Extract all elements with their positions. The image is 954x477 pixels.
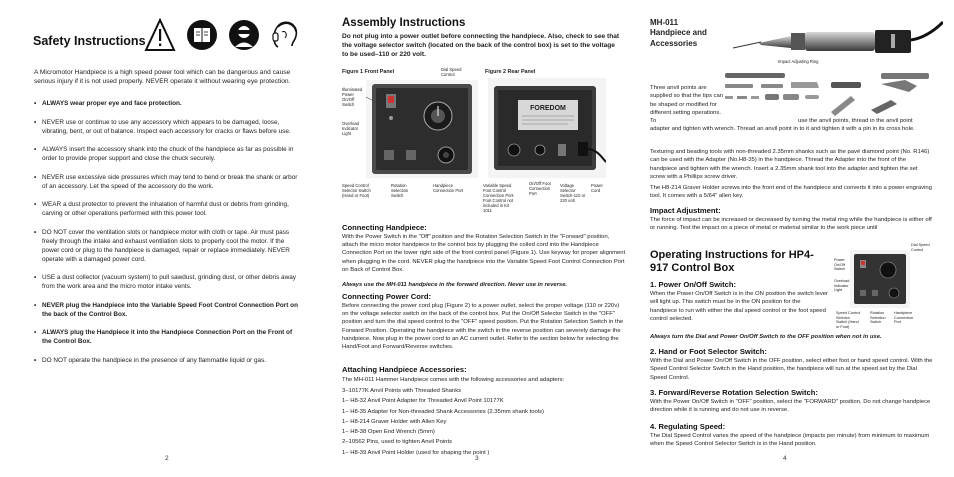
impact-heading: Impact Adjustment: xyxy=(650,206,721,215)
accessories-photo xyxy=(721,70,947,124)
attaching-intro: The MH-011 Hammer Handpiece comes with the following accessories and adapters: xyxy=(342,377,565,383)
sec4-text: The Dial Speed Control varies the speed of the handpiece (impacts per minute) from minimum to maximum when the Speed Control Selector Switch is in the Hand position. xyxy=(650,433,930,448)
accessory-item: 1– H8-35 Adapter for Non-threaded Shank Accessories (2.35mm shank tools) xyxy=(342,408,545,415)
operating-title: Operating Instructions for HP4-917 Control Box xyxy=(650,249,814,274)
mini-callout-dial: Dial Speed Control xyxy=(911,243,930,252)
safety-bullet: • WEAR a dust protector to prevent the inhalation of harmful dust or debris from grinding, carving or other operations performed with this power tool. xyxy=(34,200,302,218)
accessory-item: 1– H8-39 Anvil Point Holder (used for shaping the point ) xyxy=(342,449,490,456)
mini-callout-speed: Speed Control Selector Switch (Hand or Foot) xyxy=(836,311,861,329)
read-manual-icon xyxy=(187,20,217,50)
safety-bullet: • NEVER use or continue to use any accessory which appears to be damaged, loose, vibrating, bent, or out of balance. Inspect each accessory for cracks or flaws before use. xyxy=(34,118,302,136)
forward-direction-note: Always use the MH-011 handpiece in the forward direction. Never use in reverse. xyxy=(342,282,568,288)
figure-1-label: Figure 1 Front Panel xyxy=(342,69,395,75)
texturing-text: Texturing and beading tools with non-threaded 2.35mm shanks such as the pavé diamond point (No. R146) can be used with the Adapter (No.H8-35) in the handpiece. Thread the Adapter into the front of the handpiece and tighten with the wrench. Insert a 2.35mm shank tool into the adapter and tighten the set screw with a Phillips screw driver. xyxy=(650,149,930,180)
page-3 xyxy=(318,0,636,477)
callout-foot-control-port: Variable Speed Foot Control Connection Port-Foot Control not included in Kit 1011 xyxy=(483,183,515,213)
safety-intro: A Micromotor Handpiece is a high speed power tool which can be dangerous and cause serious injury if it is not used properly. NEVER operate it without wearing eye protection. xyxy=(34,69,291,85)
page-title: MH-011 Handpiece and Accessories xyxy=(650,18,707,48)
sec4-heading: 4. Regulating Speed: xyxy=(650,422,726,431)
attaching-heading: Attaching Handpiece Accessories: xyxy=(342,365,467,374)
mini-callout-power: Power On/Off Switch xyxy=(834,258,846,272)
accessory-item: 1– H8-32 Anvil Point Adapter for Threaded Anvil Point 10177K xyxy=(342,398,504,405)
callout-overload-light: Overload Indicator Light xyxy=(342,121,359,136)
callout-speed-selector: Speed Control Selector Switch (Hand or Foot) xyxy=(342,183,371,198)
safety-bullet: • ALWAYS insert the accessory shank into the chuck of the handpiece as far as possible in order to provide proper support and close the chuck securely. xyxy=(34,145,302,163)
mini-callout-rotation: Rotation Selection Switch xyxy=(870,311,886,325)
page-number: 3 xyxy=(475,455,479,462)
mini-callout-port: Handpiece Connection Port xyxy=(894,311,914,325)
sec3-text: With the Power On/Off Switch in "OFF" position, select the "FORWARD" position. Do not change handpiece direction while it is running and do not use in reverse. xyxy=(650,399,931,414)
callout-rotation-switch: Rotation Selection Switch xyxy=(391,183,409,198)
impact-ring-label: Impact Adjusting Ring xyxy=(778,59,819,64)
rear-panel-photo xyxy=(488,78,606,178)
brand-label: FOREDOM xyxy=(530,105,566,112)
sec2-text: With the Dial and Power On/Off Switch in the OFF position, select either foot or hand speed control. With the Speed Control Selector Switch in the Hand position, the handpiece will run at the speed set by the Dial Speed Control. xyxy=(650,358,933,381)
accessory-item: 1– H8-38 Open End Wrench (5mm) xyxy=(342,429,435,436)
callout-dial-speed: Dial Speed Control xyxy=(441,67,462,77)
callout-power-cord: Power Cord xyxy=(591,183,603,193)
assembly-intro: Do not plug into a power outlet before connecting the handpiece. Also, check to see that the voltage selector switch (located on the back of the control box) is set to the voltage to be used–110 or 220 volt. xyxy=(342,33,620,59)
connecting-handpiece-heading: Connecting Handpiece: xyxy=(342,223,427,232)
sec3-heading: 3. Forward/Reverse Rotation Selection Switch: xyxy=(650,388,818,397)
page-title: Assembly Instructions xyxy=(342,17,466,29)
graver-text: The H8-214 Graver Holder screws into the front end of the handpiece and converts it into a power engraving tool. It comes with a 5/64" allen key. xyxy=(650,185,932,200)
eye-protection-icon xyxy=(229,20,259,50)
sec1-heading: 1. Power On/Off Switch: xyxy=(650,280,737,289)
page-title: Safety Instructions xyxy=(33,34,146,48)
accessory-list xyxy=(342,386,626,458)
safety-bullet: • DO NOT operate the handpiece in the presence of any flammable liquid or gas. xyxy=(34,356,302,365)
safety-icons xyxy=(142,14,302,54)
page-2 xyxy=(0,0,318,477)
handpiece-photo xyxy=(731,18,943,60)
front-panel-photo xyxy=(366,80,478,178)
connecting-handpiece-text: With the Power Switch in the "Off" position and the Rotation Selection Switch in the "Forward" position, attach the micro motor handpiece to the control box by plugging the coiled cord into the Handpiece Connection Port on the lower right side of the front control panel (Figure 1). Use keyway for proper alignment when plugging in the cord. NEVER plug the handpiece into the Variable Speed Foot Control Connection Port on Back of Control Box. xyxy=(342,234,626,273)
page-number: 4 xyxy=(783,455,787,462)
callout-onoff-foot-port: On/Off Foot Connection Port xyxy=(529,181,551,196)
figure-2-label: Figure 2 Rear Panel xyxy=(485,69,536,75)
safety-bullet: • NEVER use excessive side pressures which may tend to bend or break the shank or arbor of an accessory. Let the speed of the accessory do the work. xyxy=(34,173,302,191)
impact-text: The force of impact can be increased or decreased by turning the metal ring while the handpiece is either off or running. Test the impact on a piece of metal or material similar to the work piece until xyxy=(650,217,932,232)
ear-protection-icon xyxy=(273,22,296,47)
anvil-text-a: Three anvil points are supplied so that the tips can be shaped or modified for different setting operations. To xyxy=(650,85,724,125)
safety-bullet: • ALWAYS plug the Handpiece it into the Handpiece Connection Port on the Front of the Control Box. xyxy=(34,328,302,346)
safety-bullet: • USE a dust collector (vacuum system) to pull sawdust, grinding dust, or other debris away from the work area and the micro motor intake vents. xyxy=(34,273,302,291)
page-number: 2 xyxy=(165,455,169,462)
safety-bullet-list xyxy=(34,99,302,374)
control-box-photo xyxy=(850,250,910,308)
accessory-item: 1– H8-214 Graver Holder with Allen Key xyxy=(342,418,447,425)
connecting-power-heading: Connecting Power Cord: xyxy=(342,292,432,301)
warning-triangle-icon xyxy=(146,20,174,50)
callout-voltage-switch: Voltage Selector Switch-110 or 220 volt xyxy=(560,183,586,203)
safety-bullet: • NEVER plug the Handpiece into the Variable Speed Foot Control Connection Port on the back of the Control Box. xyxy=(34,301,302,319)
safety-bullet: • ALWAYS wear proper eye and face protection. xyxy=(34,99,302,108)
connecting-power-text: Before connecting the power cord plug (Figure 2) to a power outlet, select the proper voltage (110 or 220v) on the voltage selector switch on the back of the control box. Put the On/Off Selector Switch in the "OFF" position and turn the dial speed control to the "OFF" speed position. Put the Rotation Selection Switch in the Forward Position. Operating the handpiece with the switch in the reverse position can severely damage the handpiece. Now plug in the power cord to an AC current outlet. Refer to the section below for selecting the Hand/Foot and Forward/Reverse switches. xyxy=(342,303,624,351)
page-4 xyxy=(636,0,954,477)
callout-illuminated-switch: Illuminated Power On/Off Switch xyxy=(342,87,363,107)
callout-handpiece-port: Handpiece Connection Port xyxy=(433,183,464,193)
anvil-text-b: use the anvil points, thread in the anvil point xyxy=(798,118,913,124)
accessory-item: 3–10177K Anvil Points with Threaded Shanks xyxy=(342,388,462,394)
sec2-heading: 2. Hand or Foot Selector Switch: xyxy=(650,347,767,356)
sec1-note: Always turn the Dial and Power On/Off Switch to the OFF position when not in use. xyxy=(650,334,882,340)
sec1-text: When the Power On/Off Switch is in the ON position the switch lever will light up. This switch must be in the ON position for the handpiece to run with either the dial speed control or the foot speed control selected. xyxy=(650,291,828,322)
mini-callout-overload: Overload Indicator Light xyxy=(834,279,850,293)
anvil-text-c: adapter and tighten with wrench. Thread an anvil point in to it and tighten it with a pin in its cross hole. xyxy=(650,126,915,132)
accessory-item: 2–10562 Pins, used to tighten Anvil Points xyxy=(342,439,453,446)
safety-bullet: • DO NOT cover the ventilation slots or handpiece motor with cloth or tape. Air must pass freely through the intake and exhaust ventilation slots to properly cool the motor. If the power cord or plug to the handpiece is damaged, repair or replace immediately. NEVER operate with a damaged power cord. xyxy=(34,228,302,264)
